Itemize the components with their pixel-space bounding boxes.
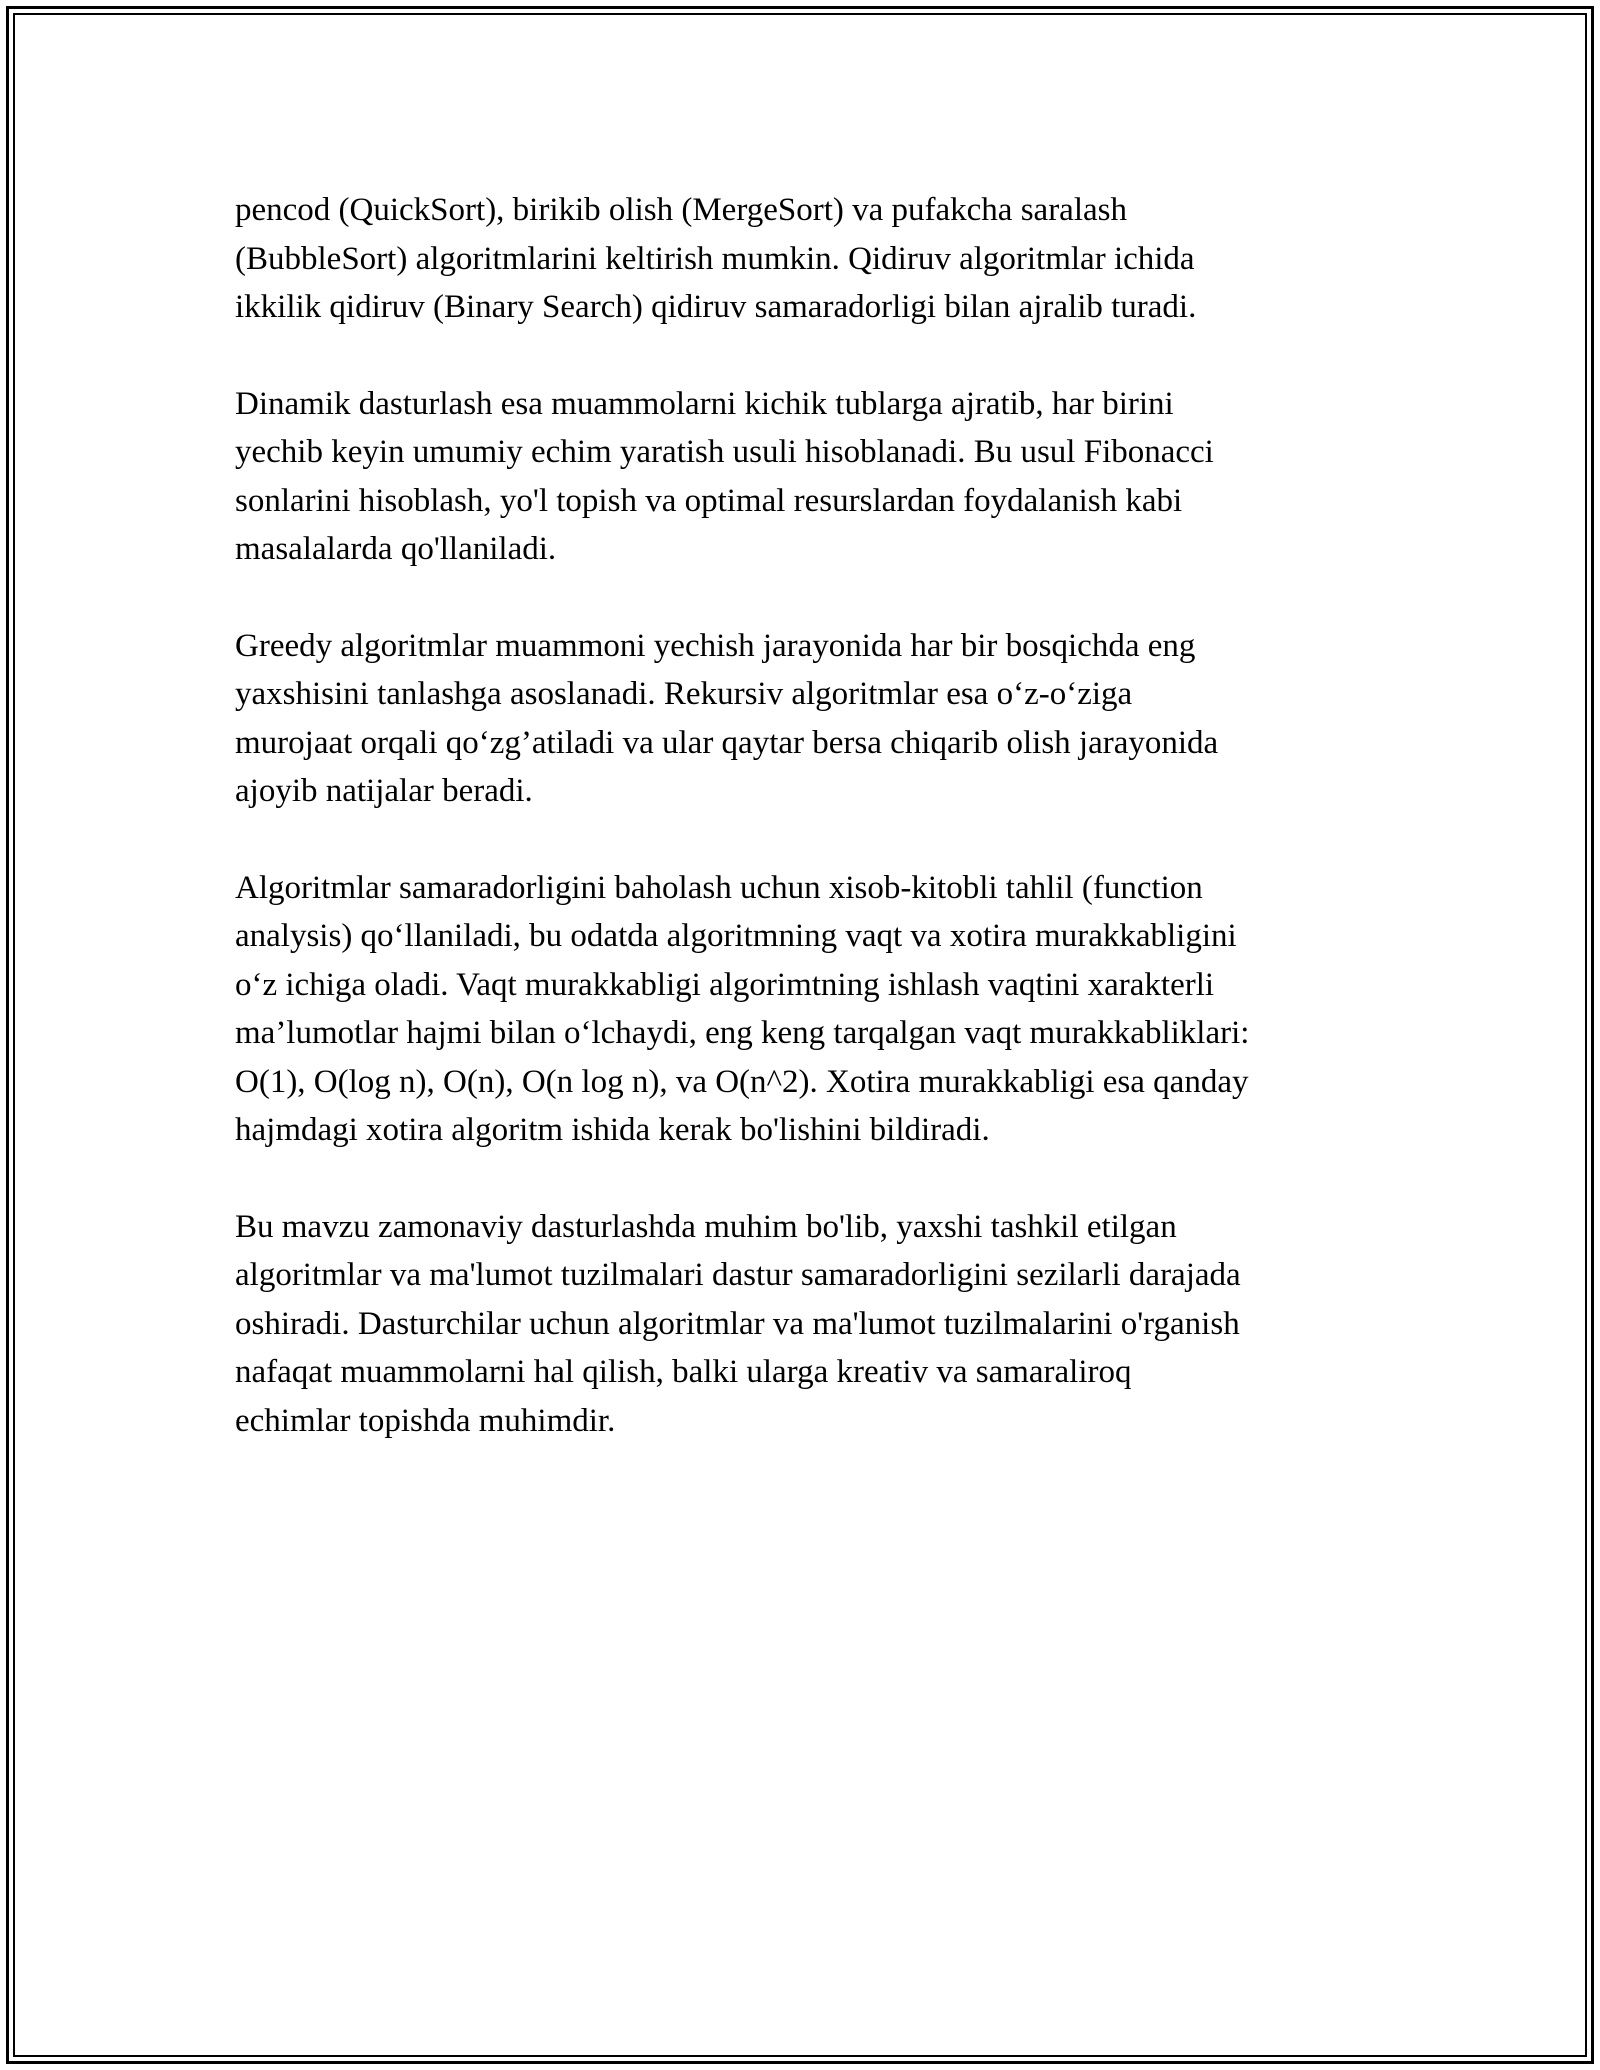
paragraph-conclusion: Bu mavzu zamonaviy dasturlashda muhim bo'lib, yaxshi tashkil etilgan algoritmlar va ma'lumot tuzilmalari dastur samaradorligini sezilarli darajada oshiradi. Dasturchilar uchun algoritmlar va ma'lumot tuzilmalarini o'rganish nafaqat muammolarni hal qilish, balki ularga kreativ va samaraliroq echimlar topishda muhimdir.: [235, 1208, 1241, 1439]
paragraph-greedy-recursive: Greedy algoritmlar muammoni yechish jarayonida har bir bosqichda eng yaxshisini tanlashga asoslanadi. Rekursiv algoritmlar esa o‘z-o‘ziga murojaat orqali qo‘zg’atiladi va ular qaytar bersa chiqarib olish jarayonida ajoyib natijalar beradi.: [235, 627, 1219, 809]
paragraph-dynamic-programming: Dinamik dasturlash esa muammolarni kichik tublarga ajratib, har birini yechib keyin umumiy echim yaratish usuli hisoblanadi. Bu usul Fibonacci sonlarini hisoblash, yo'l topish va optimal resurslardan foydalanish kabi masalalarda qo'llaniladi.: [235, 385, 1214, 567]
document-body: [235, 186, 1375, 1493]
paragraph-complexity-analysis: Algoritmlar samaradorligini baholash uchun xisob-kitobli tahlil (function analysis) qo‘llaniladi, bu odatda algoritmning vaqt va xotira murakkabligini o‘z ichiga oladi. Vaqt murakkabligi algorimtning ishlash vaqtini xarakterli ma’lumotlar hajmi bilan o‘lchaydi, eng keng tarqalgan vaqt murakkabliklari: O(1), O(log n), O(n), O(n log n), va O(n^2). Xotira murakkabligi esa qanday hajmdagi xotira algoritm ishida kerak bo'lishini bildiradi.: [235, 869, 1250, 1148]
paragraph-sorting-search: pencod (QuickSort), birikib olish (MergeSort) va pufakcha saralash (BubbleSort) algoritmlarini keltirish mumkin. Qidiruv algoritmlar ichida ikkilik qidiruv (Binary Search) qidiruv samaradorligi bilan ajralib turadi.: [235, 192, 1197, 325]
